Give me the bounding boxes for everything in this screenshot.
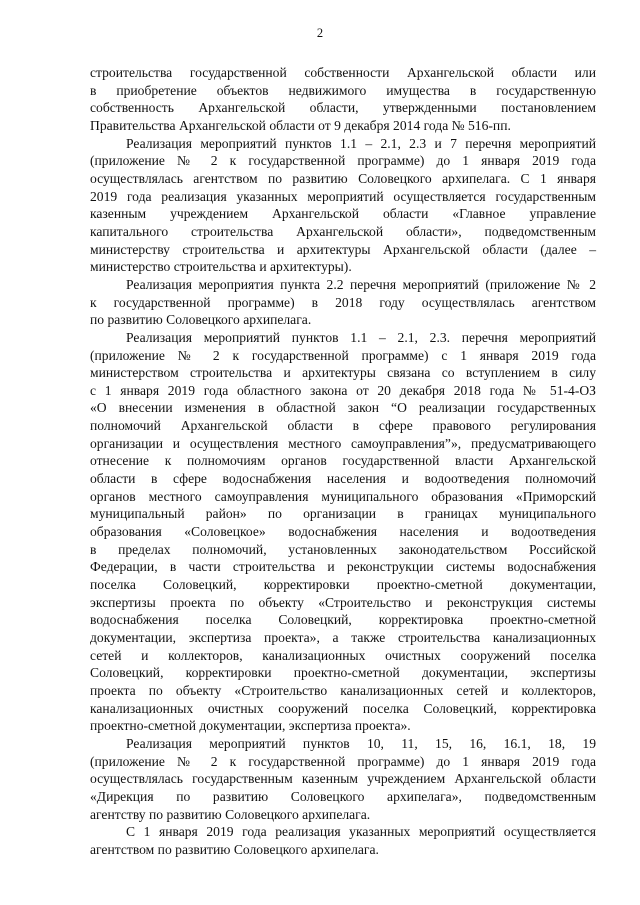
text-line: казенным учреждением Архангельской области «Главное управление <box>90 206 596 222</box>
text-line: агентством по развитию Соловецкого архипелага. <box>90 841 379 857</box>
text-line: проекта по объекту «Строительство канализационных сетей и коллекторов, <box>90 682 596 698</box>
text-line: агентству по развитию Соловецкого архипелага. <box>90 806 371 822</box>
text-line: отнесение к полномочиям органов государственной власти Архангельской <box>90 453 596 469</box>
text-line: проектно-сметной документации, экспертиза проекта». <box>90 718 411 734</box>
paragraph <box>90 735 596 823</box>
text-line: области в сфере водоснабжения населения и водоотведения полномочий <box>90 471 596 487</box>
text-line: осуществлялась государственным казенным учреждением Архангельской области <box>90 771 596 787</box>
text-line: в пределах полномочий, установленных законодательством Российской <box>90 541 596 557</box>
body-text <box>90 64 596 859</box>
text-line: «О внесении изменения в областной закон “О реализации государственных <box>90 400 596 416</box>
text-line: Реализация мероприятий пунктов 1.1 – 2.1, 2.3. перечня мероприятий <box>126 329 596 345</box>
text-line: Федерации, в части строительства и реконструкции системы водоснабжения <box>90 559 596 575</box>
text-line: экспертизы проекта по объекту «Строительство и реконструкция системы <box>90 594 596 610</box>
text-line: в приобретение объектов недвижимого имущества в государственную <box>90 82 596 98</box>
text-line: министерство строительства и архитектуры). <box>90 259 352 275</box>
text-line: министерству строительства и архитектуры Архангельской области (далее – <box>90 241 596 257</box>
text-line: строительства государственной собственности Архангельской области или <box>90 65 596 80</box>
text-line: «Дирекция по развитию Соловецкого архипелага», подведомственным <box>90 788 596 804</box>
paragraph <box>90 135 596 276</box>
text-line: Реализация мероприятий пунктов 1.1 – 2.1, 2.3 и 7 перечня мероприятий <box>126 135 596 151</box>
text-line: по развитию Соловецкого архипелага. <box>90 312 312 328</box>
text-line: (приложение № 2 к государственной программе) до 1 января 2019 года <box>90 153 596 169</box>
text-line: Правительства Архангельской области от 9 декабря 2014 года № 516-пп. <box>90 117 511 133</box>
text-line: организации и осуществления местного самоуправления”», предусматривающего <box>90 435 596 451</box>
text-line: Реализация мероприятия пункта 2.2 перечня мероприятий (приложение № 2 <box>126 276 596 292</box>
text-line: поселка Соловецкий, корректировки проектно-сметной документации, <box>90 577 596 593</box>
text-line: к государственной программе) в 2018 году осуществлялась агентством <box>90 294 596 310</box>
text-line: Соловецкий, корректировки проектно-сметной документации, экспертизы <box>90 665 596 681</box>
text-line: муниципальный район» по организации в границах муниципального <box>90 506 596 522</box>
paragraph <box>90 276 596 329</box>
text-line: (приложение № 2 к государственной программе) до 1 января 2019 года <box>90 753 596 769</box>
text-line: капитального строительства Архангельской области», подведомственным <box>90 223 596 239</box>
text-line: министерством строительства и архитектуры связана со вступлением в силу <box>90 365 596 381</box>
text-line: документации, экспертиза проекта», а также строительства канализационных <box>90 630 596 645</box>
text-line: осуществлялась агентством по развитию Соловецкого архипелага. С 1 января <box>90 170 596 186</box>
text-line: 2019 года реализация указанных мероприятий осуществляется государственным <box>90 188 596 204</box>
text-line: Реализация мероприятий пунктов 10, 11, 15, 16, 16.1, 18, 19 <box>126 735 596 751</box>
paragraph <box>90 64 596 135</box>
text-line: водоснабжения поселка Соловецкий, корректировка проектно-сметной <box>90 612 596 628</box>
text-line: образования «Соловецкое» водоснабжения населения и водоотведения <box>90 524 596 540</box>
text-line: полномочий Архангельской области в сфере правового регулирования <box>90 418 596 434</box>
text-line: сетей и коллекторов, канализационных очистных сооружений поселка <box>90 647 596 663</box>
text-line: канализационных очистных сооружений поселка Соловецкий, корректировка <box>90 700 596 716</box>
paragraph <box>90 329 596 735</box>
text-line: органов местного самоуправления муниципального образования «Приморский <box>90 488 596 504</box>
text-line: С 1 января 2019 года реализация указанных мероприятий осуществляется <box>126 824 596 840</box>
paragraph <box>90 823 596 858</box>
text-line: (приложение № 2 к государственной программе) с 1 января 2019 года <box>90 347 596 363</box>
text-line: собственность Архангельской области, утвержденными постановлением <box>90 100 596 116</box>
page-number: 2 <box>316 26 324 40</box>
text-line: с 1 января 2019 года областного закона от 20 декабря 2018 года № 51-4-ОЗ <box>90 382 596 398</box>
